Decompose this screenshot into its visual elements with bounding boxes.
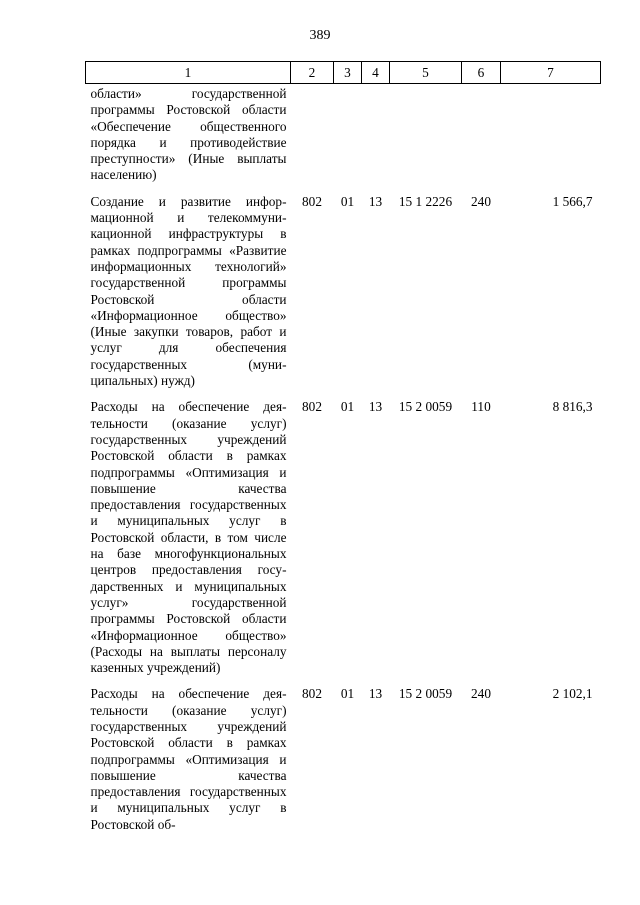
row-expense-type: 240 — [471, 686, 491, 702]
row-target-item — [390, 84, 462, 188]
row-amount: 2 102,1 — [552, 686, 593, 702]
row-subsection: 13 — [368, 399, 383, 415]
row-section — [334, 84, 362, 188]
row-target-item: 15 2 0059 — [398, 399, 453, 415]
column-header-1: 1 — [86, 62, 291, 84]
row-description: Расходы на обеспечение деятельности (оказание услуг) государственных учреждений Ростовской области в рамках подпрограммы «Оптимизация и повышение качества предоставления государственных и муниципальных услуг в Ростовской области, в том числе на базе многофункциональных центров предоставления государственных и муниципальных услуг» государственной программы Ростовской области «Информационное общество» (Расходы на выплаты персоналу казенных учреждений) — [90, 399, 287, 676]
column-header-5: 5 — [390, 62, 462, 84]
row-amount: 8 816,3 — [552, 399, 593, 415]
row-expense-type: 240 — [471, 193, 491, 209]
column-header-2: 2 — [291, 62, 334, 84]
row-subsection: 13 — [368, 686, 383, 702]
column-header-6: 6 — [462, 62, 501, 84]
row-section: 01 — [340, 686, 355, 702]
row-admin-code: 802 — [302, 399, 322, 415]
row-section: 01 — [340, 193, 355, 209]
row-section: 01 — [340, 399, 355, 415]
column-header-7: 7 — [501, 62, 601, 84]
row-expense-type: 110 — [471, 399, 491, 415]
row-amount — [501, 84, 601, 188]
row-admin-code: 802 — [302, 686, 322, 702]
row-amount: 1 566,7 — [552, 193, 593, 209]
table-row — [86, 84, 601, 188]
row-admin-code: 802 — [302, 193, 322, 209]
column-header-3: 3 — [334, 62, 362, 84]
table-row — [86, 393, 601, 680]
row-subsection — [362, 84, 390, 188]
row-target-item: 15 1 2226 — [398, 193, 453, 209]
page-number: 389 — [309, 28, 331, 43]
row-expense-type — [462, 84, 501, 188]
row-description: Расходы на обеспечение деятельности (оказание услуг) государственных учреждений Ростовской области в рамках подпрограммы «Оптимизация и повышение качества предоставления государственных и муниципальных услуг в Ростовской об- — [90, 686, 287, 832]
row-description: Создание и развитие информационной и телекоммуникационной инфраструктуры в рамках подпрограммы «Развитие информационных технологий» государственной программы Ростовской области «Информационное общество» (Иные закупки товаров, работ и услуг для обеспечения государственных (муниципальных) нужд) — [90, 193, 287, 389]
column-number-row — [86, 62, 601, 84]
row-subsection: 13 — [368, 193, 383, 209]
column-header-4: 4 — [362, 62, 390, 84]
row-description: области» государственной программы Ростовской области «Обеспечение общественного порядка и противодействие преступности» (Иные выплаты населению) — [90, 86, 287, 183]
table-row — [86, 680, 601, 837]
row-target-item: 15 2 0059 — [398, 686, 453, 702]
table-row — [86, 188, 601, 394]
row-admin-code — [291, 84, 334, 188]
budget-table — [85, 61, 601, 837]
